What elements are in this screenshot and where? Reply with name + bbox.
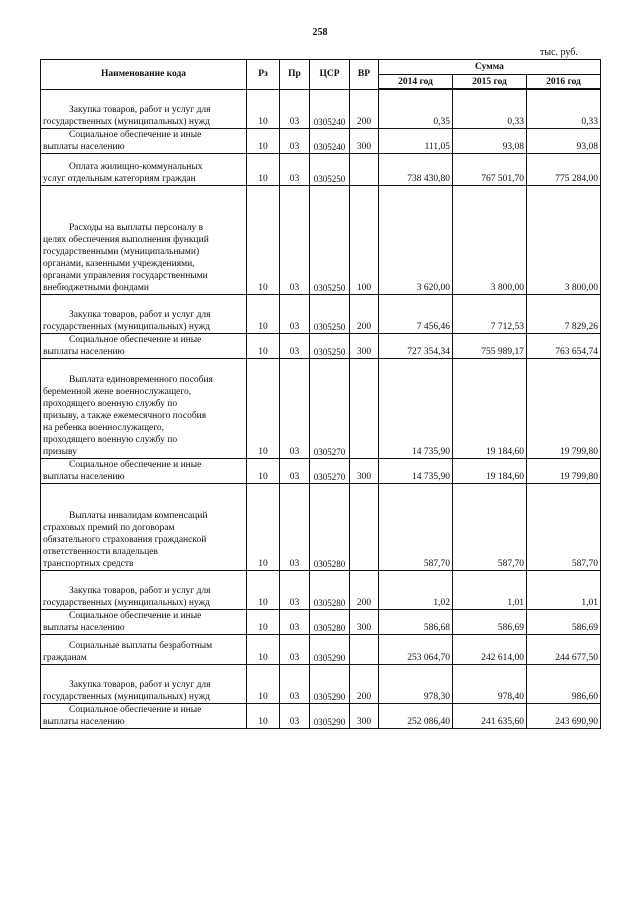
cell-rz: 10	[247, 185, 280, 294]
row-name-line: Закупка товаров, работ и услуг для	[69, 679, 211, 690]
cell-vr: 200	[350, 664, 379, 703]
row-name-line: государственных (муниципальных) нужд	[43, 116, 210, 127]
cell-pr: 03	[280, 358, 310, 458]
cell-2016: 1,01	[527, 570, 601, 609]
cell-2015: 587,70	[453, 483, 527, 570]
row-name	[41, 609, 247, 634]
cell-csr: 0305250	[310, 294, 350, 333]
cell-2016: 244 677,50	[527, 634, 601, 664]
cell-2014: 727 354,34	[379, 333, 453, 358]
cell-rz: 10	[247, 664, 280, 703]
cell-csr: 0305250	[310, 153, 350, 185]
cell-pr: 03	[280, 570, 310, 609]
row-name	[41, 703, 247, 728]
table-row	[41, 703, 601, 728]
cell-pr: 03	[280, 703, 310, 728]
row-name-line: органами управления государственными	[43, 270, 208, 281]
cell-csr: 0305280	[310, 609, 350, 634]
table-row	[41, 609, 601, 634]
row-name	[41, 185, 247, 294]
table-row	[41, 185, 601, 294]
cell-2014: 738 430,80	[379, 153, 453, 185]
row-name	[41, 570, 247, 609]
cell-2015: 19 184,60	[453, 358, 527, 458]
cell-csr: 0305240	[310, 89, 350, 128]
cell-vr: 200	[350, 89, 379, 128]
table-row	[41, 664, 601, 703]
table-row	[41, 358, 601, 458]
header-rz: Рз	[247, 60, 280, 90]
cell-2016: 243 690,90	[527, 703, 601, 728]
row-name-line: Выплаты инвалидам компенсаций	[69, 510, 208, 521]
cell-2015: 1,01	[453, 570, 527, 609]
cell-2015: 0,33	[453, 89, 527, 128]
row-name	[41, 634, 247, 664]
cell-vr	[350, 483, 379, 570]
cell-2016: 986,60	[527, 664, 601, 703]
budget-table	[40, 59, 601, 729]
page-number: 258	[312, 27, 328, 38]
table-body	[41, 89, 601, 728]
row-name-line: Закупка товаров, работ и услуг для	[69, 104, 211, 115]
cell-2014: 253 064,70	[379, 634, 453, 664]
row-name-line: целях обеспечения выполнения функций	[43, 234, 209, 245]
cell-vr	[350, 358, 379, 458]
cell-2015: 242 614,00	[453, 634, 527, 664]
row-name-line: услуг отдельным категориям граждан	[43, 173, 196, 184]
cell-2016: 763 654,74	[527, 333, 601, 358]
cell-vr: 300	[350, 703, 379, 728]
row-name-line: ответственности владельцев	[43, 546, 158, 557]
row-name-line: Выплата единовременного пособия	[69, 374, 213, 385]
cell-rz: 10	[247, 609, 280, 634]
cell-rz: 10	[247, 458, 280, 483]
cell-csr: 0305270	[310, 358, 350, 458]
cell-pr: 03	[280, 294, 310, 333]
row-name	[41, 458, 247, 483]
row-name-line: выплаты населению	[43, 141, 125, 152]
cell-2014: 978,30	[379, 664, 453, 703]
row-name-line: Социальное обеспечение и иные	[69, 610, 202, 621]
cell-csr: 0305250	[310, 333, 350, 358]
row-name-line: Расходы на выплаты персоналу в	[69, 222, 204, 233]
cell-csr: 0305290	[310, 664, 350, 703]
row-name-line: проходящего военную службу по	[43, 398, 178, 409]
cell-pr: 03	[280, 664, 310, 703]
row-name-line: Социальное обеспечение и иные	[69, 459, 202, 470]
cell-vr: 300	[350, 128, 379, 153]
cell-csr: 0305240	[310, 128, 350, 153]
cell-2015: 19 184,60	[453, 458, 527, 483]
cell-vr: 300	[350, 458, 379, 483]
row-name-line: страховых премий по договорам	[43, 522, 175, 533]
cell-2014: 252 086,40	[379, 703, 453, 728]
header-2014: 2014 год	[379, 75, 453, 90]
row-name	[41, 128, 247, 153]
cell-2014: 14 735,90	[379, 358, 453, 458]
row-name-line: выплаты населению	[43, 346, 125, 357]
table-row	[41, 570, 601, 609]
table-row	[41, 128, 601, 153]
row-name-line: выплаты населению	[43, 622, 125, 633]
cell-pr: 03	[280, 89, 310, 128]
cell-vr: 300	[350, 609, 379, 634]
header-name: Наименование кода	[41, 60, 247, 90]
cell-2015: 7 712,53	[453, 294, 527, 333]
table-row	[41, 153, 601, 185]
cell-pr: 03	[280, 458, 310, 483]
row-name-line: выплаты населению	[43, 471, 125, 482]
table-row	[41, 89, 601, 128]
table-row	[41, 483, 601, 570]
cell-2014: 1,02	[379, 570, 453, 609]
header-2016: 2016 год	[527, 75, 601, 90]
cell-2014: 0,35	[379, 89, 453, 128]
cell-rz: 10	[247, 703, 280, 728]
row-name-line: Закупка товаров, работ и услуг для	[69, 309, 211, 320]
cell-csr: 0305290	[310, 703, 350, 728]
cell-2014: 587,70	[379, 483, 453, 570]
cell-2016: 587,70	[527, 483, 601, 570]
row-name-line: Социальное обеспечение и иные	[69, 129, 202, 140]
header-pr: Пр	[280, 60, 310, 90]
cell-2015: 3 800,00	[453, 185, 527, 294]
cell-vr	[350, 634, 379, 664]
table-row	[41, 294, 601, 333]
cell-2015: 767 501,70	[453, 153, 527, 185]
row-name-line: государственными (муниципальными)	[43, 246, 200, 257]
cell-csr: 0305280	[310, 483, 350, 570]
cell-2016: 775 284,00	[527, 153, 601, 185]
row-name	[41, 89, 247, 128]
cell-pr: 03	[280, 153, 310, 185]
cell-2014: 111,05	[379, 128, 453, 153]
cell-pr: 03	[280, 128, 310, 153]
cell-vr: 200	[350, 294, 379, 333]
cell-vr: 200	[350, 570, 379, 609]
cell-2015: 93,08	[453, 128, 527, 153]
header-csr: ЦСР	[310, 60, 350, 90]
row-name	[41, 294, 247, 333]
row-name-line: внебюджетными фондами	[43, 282, 149, 293]
cell-vr: 300	[350, 333, 379, 358]
row-name	[41, 333, 247, 358]
row-name-line: выплаты населению	[43, 716, 125, 727]
cell-pr: 03	[280, 634, 310, 664]
cell-rz: 10	[247, 358, 280, 458]
cell-vr	[350, 153, 379, 185]
cell-2016: 3 800,00	[527, 185, 601, 294]
row-name-line: транспортных средств	[43, 558, 134, 569]
row-name-line: призыву, а также ежемесячного пособия	[43, 410, 207, 421]
row-name-line: проходящего военную службу по	[43, 434, 178, 445]
cell-2015: 978,40	[453, 664, 527, 703]
row-name-line: беременной жене военнослужащего,	[43, 386, 192, 397]
row-name-line: государственных (муниципальных) нужд	[43, 321, 210, 332]
cell-rz: 10	[247, 89, 280, 128]
cell-rz: 10	[247, 570, 280, 609]
table-row	[41, 333, 601, 358]
cell-rz: 10	[247, 294, 280, 333]
cell-2016: 93,08	[527, 128, 601, 153]
table-row	[41, 634, 601, 664]
row-name-line: обязательного страхования гражданской	[43, 534, 207, 545]
row-name-line: Социальное обеспечение и иные	[69, 704, 202, 715]
cell-rz: 10	[247, 333, 280, 358]
cell-2015: 755 989,17	[453, 333, 527, 358]
cell-pr: 03	[280, 333, 310, 358]
row-name-line: призыву	[43, 446, 77, 457]
row-name-line: Оплата жилищно-коммунальных	[69, 161, 203, 172]
row-name-line: на ребенка военнослужащего,	[43, 422, 165, 433]
header-sum: Сумма	[379, 60, 601, 75]
cell-2014: 7 456,46	[379, 294, 453, 333]
row-name-line: Закупка товаров, работ и услуг для	[69, 585, 211, 596]
row-name	[41, 358, 247, 458]
cell-2015: 241 635,60	[453, 703, 527, 728]
cell-rz: 10	[247, 483, 280, 570]
row-name-line: органами, казенными учреждениями,	[43, 258, 195, 269]
cell-pr: 03	[280, 483, 310, 570]
cell-2014: 586,68	[379, 609, 453, 634]
row-name-line: Социальное обеспечение и иные	[69, 334, 202, 345]
cell-2016: 19 799,80	[527, 358, 601, 458]
cell-rz: 10	[247, 128, 280, 153]
row-name-line: государственных (муниципальных) нужд	[43, 691, 210, 702]
row-name	[41, 153, 247, 185]
cell-pr: 03	[280, 609, 310, 634]
cell-rz: 10	[247, 634, 280, 664]
row-name-line: государственных (муниципальных) нужд	[43, 597, 210, 608]
cell-csr: 0305250	[310, 185, 350, 294]
cell-2016: 7 829,26	[527, 294, 601, 333]
cell-2015: 586,69	[453, 609, 527, 634]
cell-2016: 0,33	[527, 89, 601, 128]
cell-2016: 19 799,80	[527, 458, 601, 483]
units-label: тыс. руб.	[540, 47, 578, 58]
row-name-line: гражданам	[43, 652, 87, 663]
cell-2014: 3 620,00	[379, 185, 453, 294]
row-name	[41, 483, 247, 570]
cell-rz: 10	[247, 153, 280, 185]
header-2015: 2015 год	[453, 75, 527, 90]
header-vr: ВР	[350, 60, 379, 90]
cell-2016: 586,69	[527, 609, 601, 634]
row-name	[41, 664, 247, 703]
cell-csr: 0305280	[310, 570, 350, 609]
cell-2014: 14 735,90	[379, 458, 453, 483]
table-row	[41, 458, 601, 483]
cell-vr: 100	[350, 185, 379, 294]
row-name-line: Социальные выплаты безработным	[69, 640, 213, 651]
cell-csr: 0305290	[310, 634, 350, 664]
cell-pr: 03	[280, 185, 310, 294]
cell-csr: 0305270	[310, 458, 350, 483]
